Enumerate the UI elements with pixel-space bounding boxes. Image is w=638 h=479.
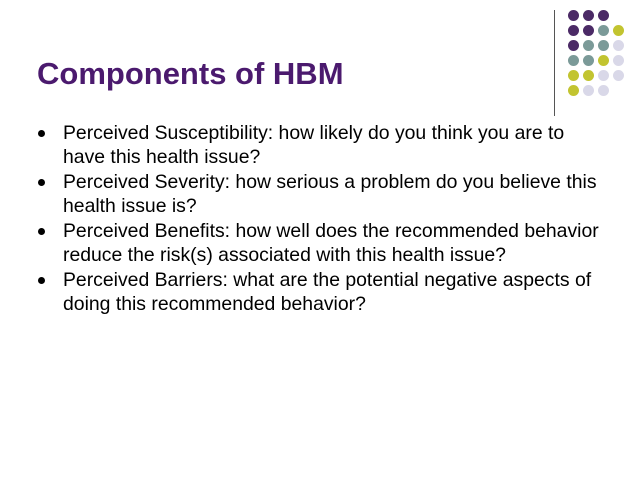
bullet-text: Perceived Benefits: how well does the recommended behavior reduce the risk(s) associated with this health issue? [63,220,599,266]
decorative-dot [568,85,579,96]
bullet-dot-icon [38,179,45,186]
decorative-dot [598,70,609,81]
decorative-dot [598,40,609,51]
bullet-dot-icon [38,228,45,235]
decorative-dot [613,70,624,81]
decorative-dot [568,25,579,36]
decorative-dot [598,10,609,21]
bullet-item-severity [38,171,608,218]
decorative-dot [598,25,609,36]
decorative-dot [613,40,624,51]
decorative-dot [598,85,609,96]
decorative-dot [598,55,609,66]
decorative-dot [583,25,594,36]
bullet-text: Perceived Severity: how serious a problem do you believe this health issue is? [63,171,597,217]
decorative-dot [568,10,579,21]
bullet-text: Perceived Barriers: what are the potential negative aspects of doing this recommended behavior? [63,269,592,315]
bullet-dot-icon [38,130,45,137]
decorative-dot [568,55,579,66]
bullet-item-benefits [38,220,608,267]
bullet-item-barriers [38,269,608,316]
vertical-divider [554,10,555,116]
bullet-text: Perceived Susceptibility: how likely do you think you are to have this health issue? [63,122,565,168]
bullet-item-susceptibility [38,122,608,169]
slide-title: Components of HBM [37,56,344,91]
bullet-list [38,122,608,318]
bullet-dot-icon [38,277,45,284]
decorative-dot [613,25,624,36]
decorative-dot [583,70,594,81]
decorative-dot [583,55,594,66]
decorative-dot [583,10,594,21]
decorative-dot [613,55,624,66]
decorative-dot [583,40,594,51]
decorative-dot [583,85,594,96]
decorative-dot [568,40,579,51]
decorative-dot [568,70,579,81]
